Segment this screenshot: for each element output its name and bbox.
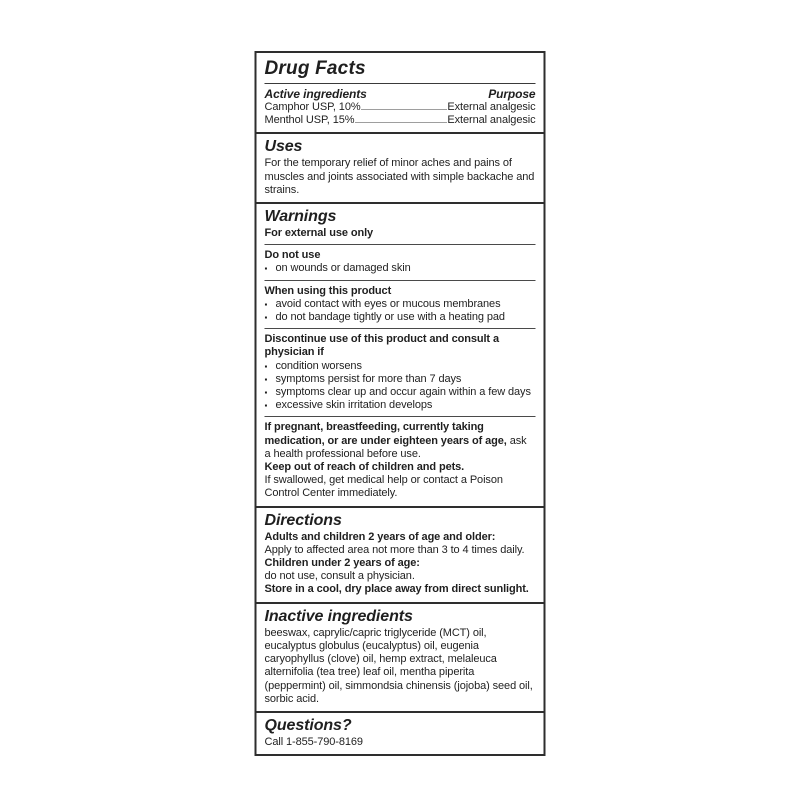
directions-line: Adults and children 2 years of age and older: bbox=[264, 530, 496, 543]
pregnancy-bold-text: If pregnant, breastfeeding, currently taking medication, or are under eighteen years of age, bbox=[264, 421, 507, 447]
bullet-text: symptoms persist for more than 7 days bbox=[275, 372, 462, 385]
ingredient-name: Menthol USP, 15% bbox=[264, 114, 355, 127]
bullet-square-icon: ▪ bbox=[264, 374, 268, 384]
external-use-only-text: For external use only bbox=[264, 227, 374, 240]
section-questions bbox=[257, 711, 544, 754]
bullet-item bbox=[265, 298, 536, 311]
when-using-block bbox=[265, 285, 536, 325]
pregnancy-block bbox=[265, 421, 536, 500]
purpose-heading: Purpose bbox=[488, 87, 536, 101]
pregnancy-text bbox=[265, 421, 536, 461]
bullet-square-icon: ▪ bbox=[264, 313, 268, 323]
discontinue-heading: Discontinue use of this product and consult a physician if bbox=[264, 333, 499, 359]
if-swallowed-text: If swallowed, get medical help or contact a Poison Control Center immediately. bbox=[264, 474, 503, 500]
ingredient-purpose: External analgesic bbox=[447, 114, 536, 127]
bullet-item bbox=[265, 399, 536, 412]
directions-line: Children under 2 years of age: bbox=[264, 557, 420, 570]
questions-phone-text: Call 1-855-790-8169 bbox=[264, 735, 363, 748]
warnings-heading: Warnings bbox=[264, 208, 337, 226]
dot-leader bbox=[355, 122, 446, 123]
section-directions bbox=[257, 506, 544, 602]
do-not-use-block bbox=[265, 249, 536, 275]
uses-text: For the temporary relief of minor aches and pains of muscles and joints associated with simple backache and strains. bbox=[264, 157, 535, 196]
directions-heading: Directions bbox=[264, 511, 342, 529]
section-inactive-ingredients bbox=[257, 602, 544, 711]
bullet-text: excessive skin irritation develops bbox=[275, 399, 433, 412]
title-divider bbox=[265, 83, 536, 84]
do-not-use-heading: Do not use bbox=[264, 249, 321, 262]
bullet-text: symptoms clear up and occur again within a few days bbox=[275, 386, 531, 399]
ingredient-row bbox=[265, 114, 536, 127]
drug-facts-label bbox=[255, 51, 546, 756]
ingredient-purpose: External analgesic bbox=[447, 101, 536, 113]
section-uses bbox=[257, 132, 544, 202]
pregnancy-normal-text: ask a health professional before use. bbox=[264, 434, 527, 460]
keep-out-of-reach-text: Keep out of reach of children and pets. bbox=[264, 461, 465, 474]
inactive-ingredients-text: beeswax, caprylic/capric triglyceride (MCT) oil, eucalyptus globulus (eucalyptus) oil, eugenia caryophyllus (clove) oil, hemp extract, melaleuca alternifolia (tea tree) leaf oil, mentha piperita (peppermint) oil, simmondsia chinensis (jojoba) seed oil, sorbic acid. bbox=[264, 626, 533, 705]
bullet-item bbox=[265, 311, 536, 324]
dot-leader bbox=[362, 109, 447, 110]
bullet-square-icon: ▪ bbox=[264, 264, 268, 274]
section-drug-facts bbox=[257, 53, 544, 132]
sub-divider bbox=[265, 244, 536, 245]
directions-line: do not use, consult a physician. bbox=[264, 570, 415, 583]
bullet-text: avoid contact with eyes or mucous membranes bbox=[275, 297, 501, 310]
bullet-square-icon: ▪ bbox=[264, 388, 268, 398]
discontinue-block bbox=[265, 333, 536, 412]
ingredient-name: Camphor USP, 10% bbox=[264, 101, 361, 113]
active-ingredients-header bbox=[265, 87, 536, 101]
inactive-ingredients-heading: Inactive ingredients bbox=[264, 607, 413, 625]
active-ingredients-heading: Active ingredients bbox=[264, 87, 367, 101]
bullet-square-icon: ▪ bbox=[264, 299, 268, 309]
section-warnings bbox=[257, 202, 544, 506]
sub-divider bbox=[265, 328, 536, 329]
drug-facts-title: Drug Facts bbox=[264, 58, 366, 79]
bullet-item bbox=[265, 386, 536, 399]
ingredient-row bbox=[265, 101, 536, 114]
bullet-item bbox=[265, 262, 536, 275]
bullet-text: condition worsens bbox=[275, 359, 362, 372]
sub-divider bbox=[265, 280, 536, 281]
uses-heading: Uses bbox=[264, 138, 303, 156]
bullet-text: on wounds or damaged skin bbox=[275, 262, 411, 275]
when-using-heading: When using this product bbox=[264, 284, 392, 297]
bullet-square-icon: ▪ bbox=[264, 401, 268, 411]
directions-line: Apply to affected area not more than 3 to 4 times daily. bbox=[264, 543, 525, 556]
bullet-square-icon: ▪ bbox=[264, 361, 268, 371]
bullet-item bbox=[265, 360, 536, 373]
bullet-text: do not bandage tightly or use with a heating pad bbox=[275, 311, 505, 324]
sub-divider bbox=[265, 416, 536, 417]
questions-heading: Questions? bbox=[264, 716, 352, 734]
directions-line: Store in a cool, dry place away from direct sunlight. bbox=[264, 583, 529, 596]
bullet-item bbox=[265, 373, 536, 386]
